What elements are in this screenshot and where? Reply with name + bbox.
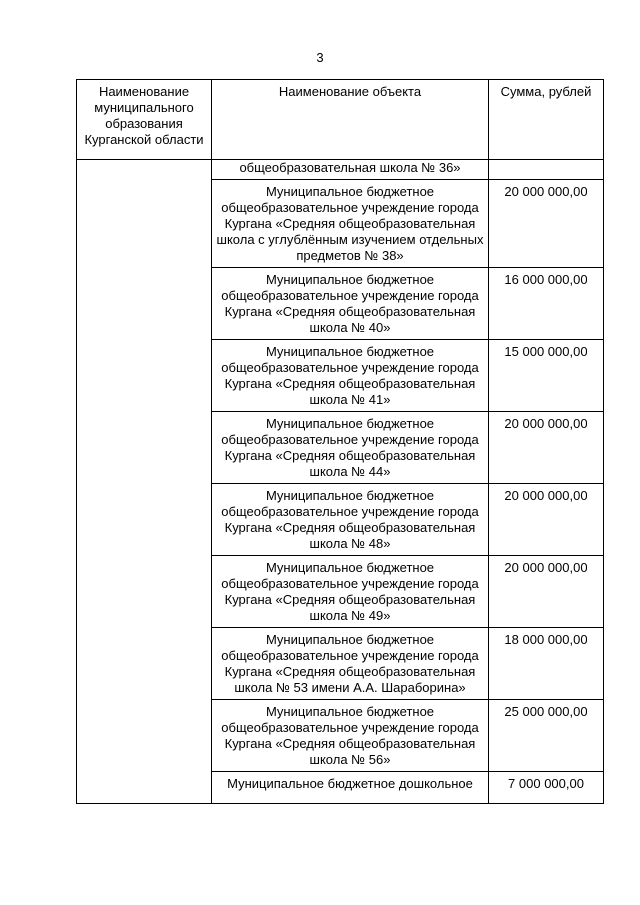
amount-cell: 20 000 000,00 (489, 556, 604, 628)
object-cell: Муниципальное бюджетное общеобразовательное учреждение города Кургана «Средняя общеобразовательная школа № 56» (212, 700, 489, 772)
amount-cell: 7 000 000,00 (489, 772, 604, 804)
municipality-cell (77, 160, 212, 804)
page-number: 3 (316, 50, 324, 65)
table-row (77, 160, 604, 180)
header-amount: Сумма, рублей (489, 80, 604, 160)
amount-cell: 25 000 000,00 (489, 700, 604, 772)
amount-cell (489, 160, 604, 180)
object-cell: Муниципальное бюджетное общеобразовательное учреждение города Кургана «Средняя общеобразовательная школа № 41» (212, 340, 489, 412)
object-cell: общеобразовательная школа № 36» (212, 160, 489, 180)
amount-cell: 20 000 000,00 (489, 484, 604, 556)
table-header-row (77, 80, 604, 160)
header-object: Наименование объекта (212, 80, 489, 160)
object-cell: Муниципальное бюджетное общеобразовательное учреждение города Кургана «Средняя общеобразовательная школа № 49» (212, 556, 489, 628)
header-municipality: Наименование муниципального образования Курганской области (77, 80, 212, 160)
amount-cell: 15 000 000,00 (489, 340, 604, 412)
amount-cell: 20 000 000,00 (489, 180, 604, 268)
amount-cell: 18 000 000,00 (489, 628, 604, 700)
object-cell: Муниципальное бюджетное общеобразовательное учреждение города Кургана «Средняя общеобразовательная школа № 48» (212, 484, 489, 556)
object-cell: Муниципальное бюджетное общеобразовательное учреждение города Кургана «Средняя общеобразовательная школа № 44» (212, 412, 489, 484)
object-cell: Муниципальное бюджетное дошкольное (212, 772, 489, 804)
budget-table (76, 79, 604, 804)
amount-cell: 16 000 000,00 (489, 268, 604, 340)
object-cell: Муниципальное бюджетное общеобразовательное учреждение города Кургана «Средняя общеобразовательная школа № 53 имени А.А. Шараборина» (212, 628, 489, 700)
object-cell: Муниципальное бюджетное общеобразовательное учреждение города Кургана «Средняя общеобразовательная школа № 40» (212, 268, 489, 340)
object-cell: Муниципальное бюджетное общеобразовательное учреждение города Кургана «Средняя общеобразовательная школа с углублённым изучением отдельных предметов № 38» (212, 180, 489, 268)
amount-cell: 20 000 000,00 (489, 412, 604, 484)
